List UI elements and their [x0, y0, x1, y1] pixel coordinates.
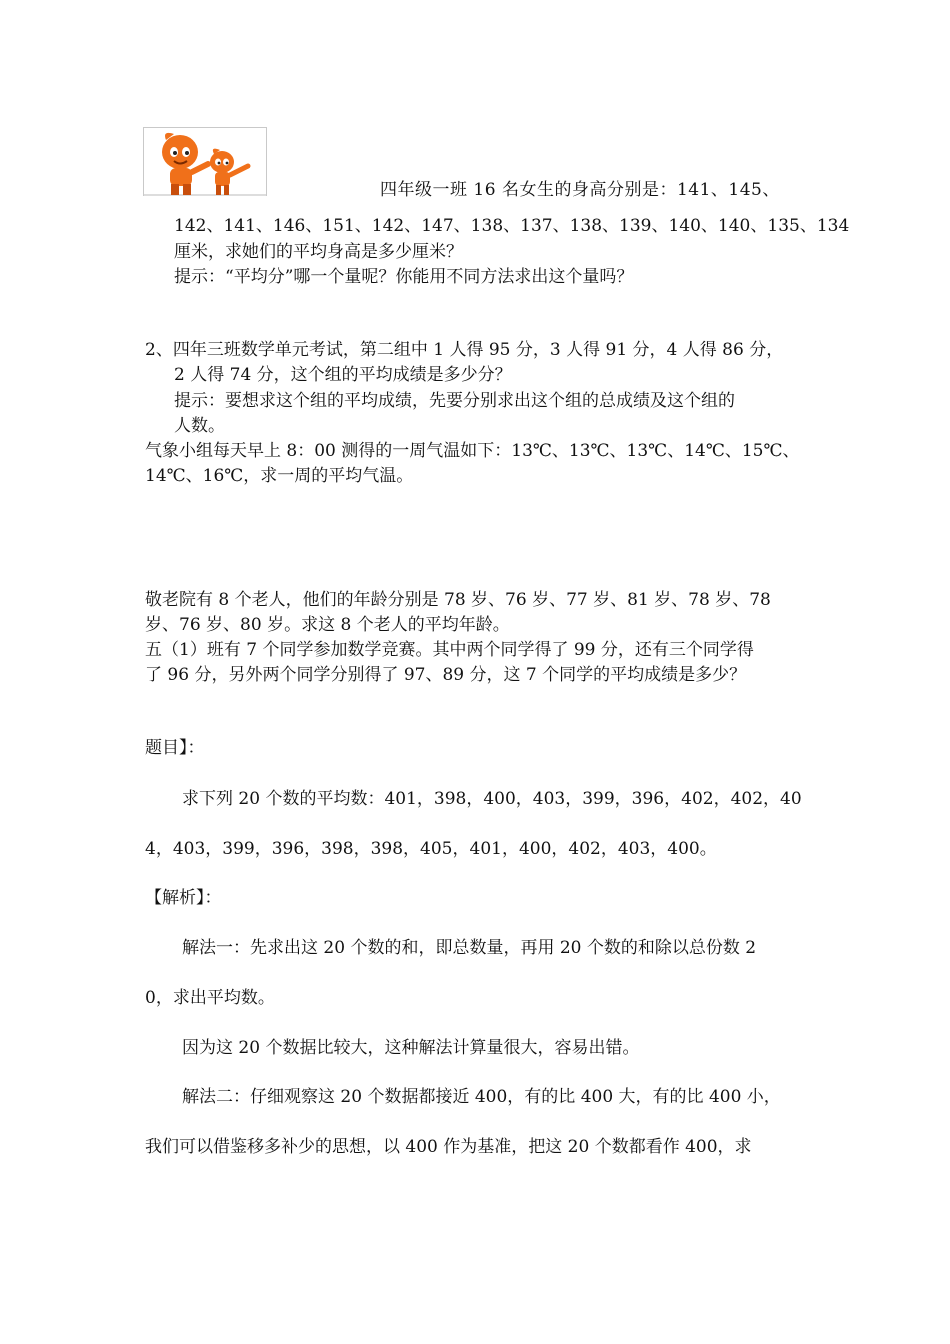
analysis-p3b: 我们可以借鉴移多补少的思想，以 400 作为基准，把这 20 个数都看作 400，求	[145, 1137, 752, 1157]
analysis-p1a: 解法一：先求出这 20 个数的和，即总数量，再用 20 个数的和除以总份数 2	[182, 938, 757, 958]
problem2-hint1: 提示：要想求这个组的平均成绩，先要分别求出这个组的总成绩及这个组的	[174, 391, 735, 411]
analysis-p2: 因为这 20 个数据比较大，这种解法计算量很大，容易出错。	[182, 1038, 640, 1058]
problem2-line2: 2 人得 74 分，这个组的平均成绩是多少分？	[174, 365, 512, 385]
problem1-line1: 四年级一班 16 名女生的身高分别是：141、145、	[380, 180, 780, 200]
problem2-line1: 2、四年三班数学单元考试，第二组中 1 人得 95 分，3 人得 91 分，4 人得 86 分，	[145, 340, 784, 360]
topic-heading: 题目】：	[145, 738, 205, 758]
mascot-image	[143, 127, 267, 196]
problem5-line1: 五（1）班有 7 个同学参加数学竞赛。其中两个同学得了 99 分，还有三个同学得	[145, 640, 754, 660]
problem1-line3: 厘米，求她们的平均身高是多少厘米？	[174, 242, 463, 262]
analysis-p3a: 解法二：仔细观察这 20 个数据都接近 400，有的比 400 大，有的比 400 小，	[182, 1087, 781, 1107]
topic-line1: 求下列 20 个数的平均数：401，398，400，403，399，396，402，402，40	[182, 789, 802, 809]
problem1-hint: 提示：“平均分”哪一个量呢？你能用不同方法求出这个量吗？	[174, 267, 634, 287]
problem3-line2: 14℃、16℃，求一周的平均气温。	[145, 466, 414, 486]
analysis-p1b: 0，求出平均数。	[145, 988, 275, 1008]
problem4-line1: 敬老院有 8 个老人，他们的年龄分别是 78 岁、76 岁、77 岁、81 岁、78 岁、78	[145, 590, 771, 610]
problem2-hint2: 人数。	[174, 416, 225, 436]
problem1-line2: 142、141、146、151、142、147、138、137、138、139、140、140、135、134	[174, 216, 850, 236]
problem3-line1: 气象小组每天早上 8：00 测得的一周气温如下：13℃、13℃、13℃、14℃、15℃、	[145, 441, 800, 461]
analysis-heading: 【解析】：	[145, 888, 222, 908]
topic-line2: 4，403，399，396，398，398，405，401，400，402，403，400。	[145, 839, 717, 859]
mascot-icon	[144, 128, 266, 196]
problem4-line2: 岁、76 岁、80 岁。求这 8 个老人的平均年龄。	[145, 615, 510, 635]
problem5-line2: 了 96 分，另外两个同学分别得了 97、89 分，这 7 个同学的平均成绩是多少？	[145, 665, 747, 685]
